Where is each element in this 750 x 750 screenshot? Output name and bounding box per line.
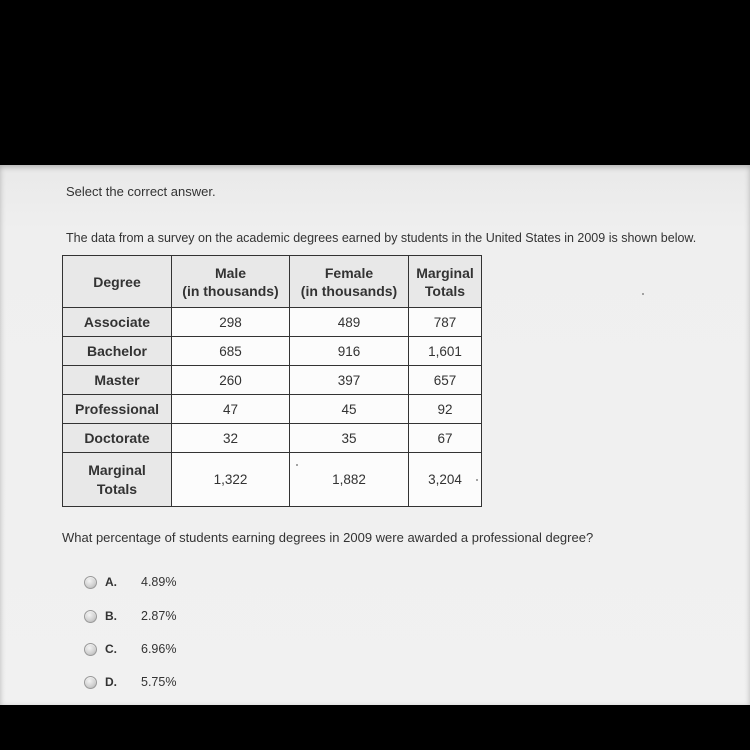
cell-total: 657 [409,366,482,395]
choice-a[interactable] [84,574,176,590]
table-row [63,337,482,366]
total-male: 1,322 [172,453,290,507]
header-female [290,256,409,308]
header-female-line1: Female [324,264,374,281]
totals-label-line2: Totals [96,480,138,497]
choice-letter: B. [105,609,117,623]
cell-total: 92 [409,395,482,424]
degrees-table [62,255,482,507]
cell-female: 397 [290,366,409,395]
cell-female: 916 [290,337,409,366]
header-male-line1: Male [214,264,247,281]
header-marginal-totals [409,256,482,308]
cell-male: 47 [172,395,290,424]
speck-mark [296,464,298,466]
cell-female: 45 [290,395,409,424]
total-grand: 3,204 [409,453,482,507]
speck-mark [476,479,478,481]
choice-value: 2.87% [141,609,177,623]
cell-total: 1,601 [409,337,482,366]
totals-label-line1: Marginal [88,461,146,478]
table-row [63,424,482,453]
choice-d[interactable] [84,674,176,690]
choice-letter: A. [105,575,117,589]
radio-icon[interactable] [84,643,97,656]
table-header-row [63,256,482,308]
header-marginal-line1: Marginal [416,264,474,281]
cell-total: 787 [409,308,482,337]
question-stem: The data from a survey on the academic degrees earned by students in the United States in 2009 is shown below. [66,231,697,245]
row-degree: Professional [63,395,172,424]
instruction-text: Select the correct answer. [66,184,216,199]
choice-letter: D. [105,675,117,689]
cell-male: 685 [172,337,290,366]
header-male-line2: (in thousands) [182,282,279,299]
table-row [63,366,482,395]
choice-letter: C. [105,642,117,656]
row-degree: Doctorate [63,424,172,453]
header-female-line2: (in thousands) [300,282,398,299]
radio-icon[interactable] [84,576,97,589]
choice-value: 5.75% [141,675,177,689]
question-prompt: What percentage of students earning degrees in 2009 were awarded a professional degree? [62,530,594,545]
table-row [63,395,482,424]
table-totals-row [63,453,482,507]
total-female: 1,882 [290,453,409,507]
speck-mark [642,293,644,295]
header-male [172,256,290,308]
row-degree: Associate [63,308,172,337]
header-marginal-line2: Totals [424,282,466,299]
choice-value: 6.96% [141,642,177,656]
table-row [63,308,482,337]
choice-c[interactable] [84,641,176,657]
cell-male: 260 [172,366,290,395]
header-degree: Degree [63,256,172,308]
row-degree: Bachelor [63,337,172,366]
choice-value: 4.89% [141,575,177,589]
choice-b[interactable] [84,608,176,624]
row-degree: Master [63,366,172,395]
cell-female: 35 [290,424,409,453]
cell-total: 67 [409,424,482,453]
radio-icon[interactable] [84,610,97,623]
cell-male: 32 [172,424,290,453]
cell-male: 298 [172,308,290,337]
totals-label [63,453,172,507]
radio-icon[interactable] [84,676,97,689]
cell-female: 489 [290,308,409,337]
question-page [0,165,750,705]
